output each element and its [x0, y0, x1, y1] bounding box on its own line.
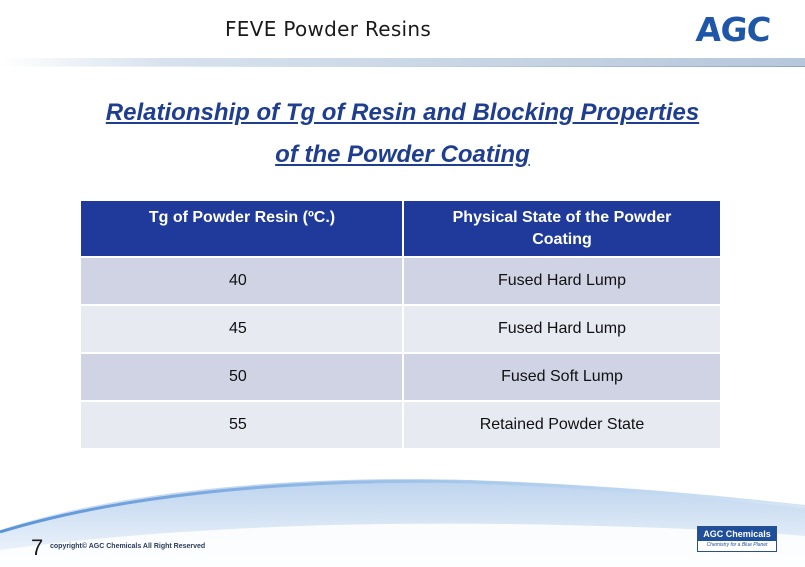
footer-wave-graphic [0, 470, 805, 567]
slide-title-line-2: of the Powder Coating [275, 141, 530, 168]
agc-logo: AGC [694, 10, 772, 49]
tg-value-cell: 55 [81, 401, 403, 449]
table-row [81, 401, 721, 449]
column-header-tg: Tg of Powder Resin (ºC.) [81, 201, 403, 257]
brand-name: AGC Chemicals [698, 527, 776, 541]
agc-chemicals-logo [697, 526, 777, 552]
slide-title-line-1: Relationship of Tg of Resin and Blocking Properties [105, 99, 700, 126]
physical-state-cell: Fused Hard Lump [403, 257, 721, 305]
physical-state-cell: Fused Soft Lump [403, 353, 721, 401]
header-title: FEVE Powder Resins [225, 17, 432, 41]
tg-blocking-table [81, 201, 722, 450]
tg-value-cell: 45 [81, 305, 403, 353]
table-row [81, 257, 721, 305]
physical-state-cell: Retained Powder State [403, 401, 721, 449]
page-number: 7 [31, 535, 44, 560]
header-divider [0, 58, 805, 66]
copyright-text: copyright© AGC Chemicals All Right Reserved [50, 543, 206, 550]
column-header-physical-state: Physical State of the Powder Coating [403, 201, 721, 257]
table-row [81, 353, 721, 401]
brand-tagline: Chemistry for a Blue Planet [706, 542, 768, 548]
tg-value-cell: 50 [81, 353, 403, 401]
slide-title [0, 92, 805, 176]
table-header-row [81, 201, 721, 257]
tg-value-cell: 40 [81, 257, 403, 305]
physical-state-cell: Fused Hard Lump [403, 305, 721, 353]
table-row [81, 305, 721, 353]
